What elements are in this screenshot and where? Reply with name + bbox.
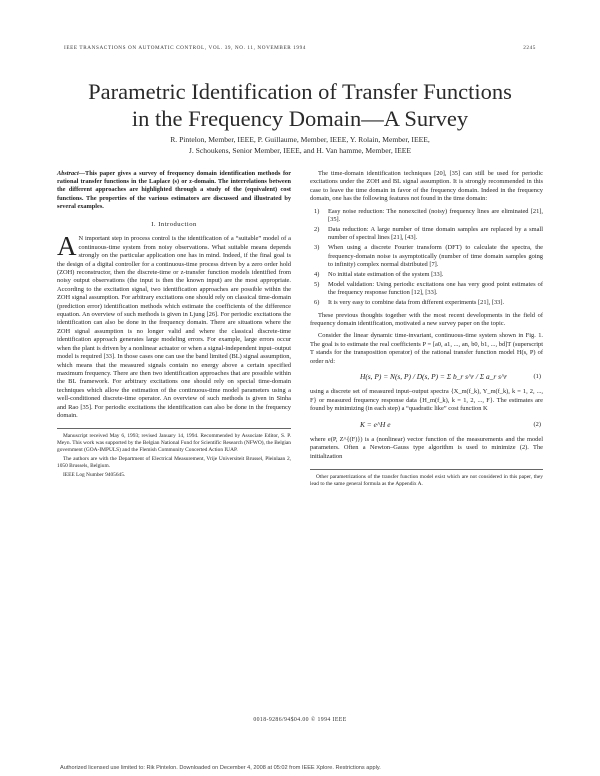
motivation-paragraph: These previous thoughts together with the most recent developments in the field of frequency domain identification, motivated a new survey paper on the topic. bbox=[310, 311, 543, 327]
author-list bbox=[70, 134, 530, 156]
minimization-paragraph: where e(P, Z^{(F)}) is a (nonlinear) vector function of the measurements and the model parameters. Often a Newton–Gauss type algorithm is used to minimize (2). The initialization bbox=[310, 436, 543, 460]
intro-text: N important step in process control is the identification of a “suitable” model of a continuous-time system from noisy observations. What suitable means depends strongly on the particular application one has in mind. Indeed, if the final goal is the design of a digital controller for a continuous-time process driven by a zero order hold (ZOH) reconstructor, then the discrete-time or z-transfer function models identified from noisy output observations (the input is then the known input) are the most appropriate. According to the excitation signal, two identification approaches are possible within the ZOH signal assumption. For arbitrary excitations one should rely on classical time-domain (prediction error) identification methods which estimate the coefficients of the difference equation. An overview of such methods is given in Ljung [26]. For periodic excitations the identification can also be done in the frequency domain. There are situations where the ZOH signal assumption is no longer valid and where the classical discrete-time identification approach generates large modeling errors. For example, large errors occur when the plant is driven by a nonlinear actuator or when a signal-independent input–output model is required [33]. In those cases one can use the band limited (BL) signal assumption, which means that the measured signals contain no energy above a certain specified maximum frequency. There are then two identification approaches that are possible within the BL framework. For arbitrary excitations one should rely on special time-domain techniques which allow the estimation of the continuous-time model parameters using a well-conditioned discrete-time operator. An overview of such methods is given in Sinha and Rao [35]. For periodic excitations the identification can also be done in the frequency domain. bbox=[57, 235, 291, 419]
list-item-number: 2) bbox=[314, 225, 320, 233]
list-item-text: Data reduction: A large number of time domain samples are replaced by a small number of spectral lines [21], [43]. bbox=[328, 225, 543, 242]
list-item-number: 6) bbox=[314, 299, 320, 307]
list-item-text: Model validation: Using periodic excitations one has very good point estimates of the frequency response function [12], [33]. bbox=[328, 280, 543, 297]
abstract bbox=[57, 170, 291, 211]
running-header bbox=[64, 45, 536, 51]
abstract-lead: Abstract— bbox=[57, 170, 85, 177]
list-item-text: Easy noise reduction: The nonexcited (noisy) frequency lines are eliminated [21], [35]. bbox=[328, 207, 543, 224]
authors-line-1: R. Pintelon, Member, IEEE, P. Guillaume, Member, IEEE, Y. Rolain, Member, IEEE, bbox=[170, 135, 430, 144]
equation-1-number: (1) bbox=[533, 373, 541, 381]
parametrization-note: Other parametrizations of the transfer function model exist which are not considered in this paper, they lead to the same general formula as the Appendix A. bbox=[310, 474, 543, 488]
list-item bbox=[314, 226, 543, 243]
cost-function-paragraph: using a discrete set of measured input–output spectra {X_m(f_k), Y_m(f_k), k = 1, 2, ..., F} or measured frequency response data {H_m(f_k), k = 1, 2, ..., F}. The estimates are found by minimizing (in each step) a “quadratic like” cost function K bbox=[310, 388, 543, 413]
equation-1-body: H(s, P) = N(s, P) / D(s, P) = Σ b_r s^r / Σ a_r s^r bbox=[360, 372, 507, 382]
list-item-text: When using a discrete Fourier transform (DFT) to calculate the spectra, the frequency-domain noise is asymptotically (number of time domain samples going to infinity) complex normal distributed [7]. bbox=[328, 244, 543, 269]
list-item-text: It is very easy to combine data from different experiments [21], [33]. bbox=[328, 299, 505, 307]
feature-list bbox=[310, 208, 543, 308]
drop-cap: A bbox=[57, 231, 77, 262]
list-item-number: 5) bbox=[314, 280, 320, 288]
right-column bbox=[310, 170, 543, 490]
title-line-2: in the Frequency Domain—A Survey bbox=[131, 106, 469, 131]
first-page-footnotes bbox=[57, 428, 291, 479]
paper-title bbox=[60, 78, 540, 132]
list-item bbox=[314, 244, 543, 269]
abstract-text: This paper gives a survey of frequency domain identification methods for rational transfer functions in the Laplace (s) or z-domain. The interrelations between the different approaches are highlighted through a study of the (equivalent) cost functions. The properties of the various estimators are discussed and illustrated by several examples. bbox=[57, 170, 291, 210]
equation-2 bbox=[310, 421, 543, 429]
equation-1 bbox=[310, 373, 543, 381]
equation-2-body: K = e^H e bbox=[360, 419, 391, 429]
ieee-log-note: IEEE Log Number 9405645. bbox=[63, 472, 126, 479]
list-item-number: 1) bbox=[314, 207, 320, 215]
right-footnote bbox=[310, 469, 543, 488]
title-line-1: Parametric Identification of Transfer Functions bbox=[88, 79, 512, 104]
intro-paragraph bbox=[57, 231, 291, 420]
authors-line-2: J. Schoukens, Senior Member, IEEE, and H. Van hamme, Member, IEEE bbox=[188, 146, 412, 155]
problem-paragraph: Consider the linear dynamic time-invariant, continuous-time system shown in Fig. 1. The goal is to estimate the real coefficients P = [a0, a1, ..., an, b0, b1, ..., bd]T (superscript T stands for the transposition operator) of the rational transfer function model H(s, P) of order n/d: bbox=[310, 332, 543, 365]
copyright-line: 0018-9286/94$04.00 © 1994 IEEE bbox=[253, 717, 347, 723]
list-item bbox=[314, 271, 543, 279]
affiliation-note: The authors are with the Department of Electrical Measurement, Vrije Universiteit Brussel, Pleinlaan 2, 1050 Brussels, Belgium. bbox=[57, 456, 291, 470]
section-heading-introduction: I. Introduction bbox=[151, 221, 197, 229]
list-item bbox=[314, 208, 543, 225]
list-item bbox=[314, 281, 543, 298]
page-number: 2245 bbox=[523, 45, 536, 51]
right-intro-paragraph: The time-domain identification techniques [20], [35] can still be used for periodic excitations under the ZOH and BL signal assumption. It is strongly recommended in this case to leave the time domain in favor of the frequency domain. Indeed in the frequency domain, one has the following features not found in the time domain: bbox=[310, 170, 543, 203]
journal-citation: IEEE TRANSACTIONS ON AUTOMATIC CONTROL, VOL. 39, NO. 11, NOVEMBER 1994 bbox=[64, 45, 306, 51]
manuscript-note: Manuscript received May 6, 1993; revised January 14, 1994. Recommended by Associate Editor, S. P. Meyn. This work was supported by the Belgian National Fund for Scientific Research (NFWO), the Belgian government (GOA-IMPULS) and the Flemish Community Concerted Action IUAP. bbox=[57, 433, 291, 454]
equation-2-number: (2) bbox=[533, 420, 541, 428]
list-item-text: No initial state estimation of the system [33]. bbox=[328, 270, 444, 278]
list-item-number: 4) bbox=[314, 270, 320, 278]
list-item bbox=[314, 299, 543, 307]
left-column bbox=[57, 170, 291, 481]
list-item-number: 3) bbox=[314, 244, 320, 252]
license-banner: Authorized licensed use limited to: Rik Pintelon. Downloaded on December 4, 2008 at 05:02 from IEEE Xplore. Restrictions apply. bbox=[60, 765, 381, 771]
